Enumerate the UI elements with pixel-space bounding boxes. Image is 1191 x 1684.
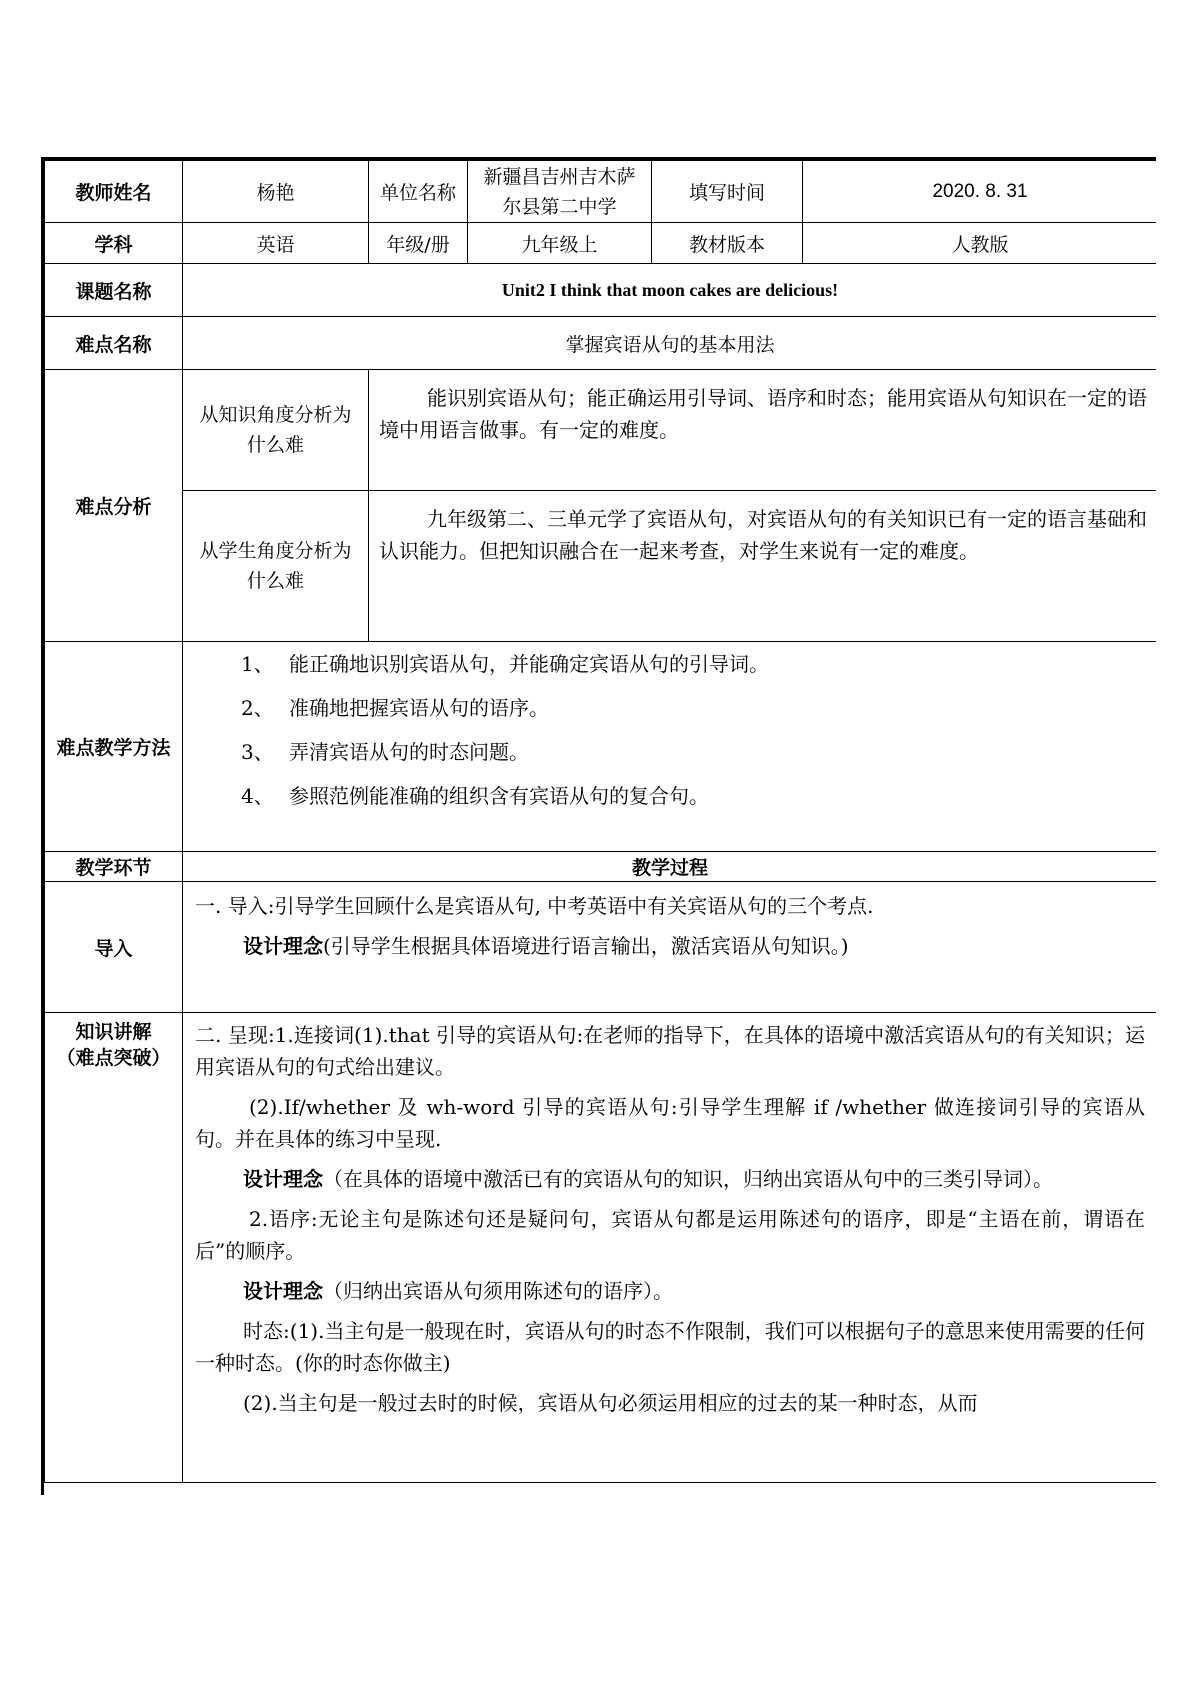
intro-content (183, 882, 1157, 1013)
intro-design-text: (引导学生根据具体语境进行语言输出，激活宾语从句知识。) (323, 934, 849, 958)
method-item: 3、 弄清宾语从句的时态问题。 (241, 740, 529, 764)
knowledge-design-text-1: （在具体的语境中激活已有的宾语从句的知识，归纳出宾语从句中的三类引导词）。 (323, 1167, 1053, 1191)
intro-line: 一. 导入:引导学生回顾什么是宾语从句, 中考英语中有关宾语从句的三个考点. (195, 894, 874, 918)
method-list (183, 642, 1157, 852)
knowledge-label-line-1: 知识讲解 (75, 1021, 152, 1043)
analysis-knowledge-row (45, 370, 1157, 491)
info-row-2 (45, 223, 1157, 264)
difficulty-label: 难点名称 (45, 317, 183, 370)
analysis-label: 难点分析 (45, 370, 183, 642)
knowledge-angle-label (183, 370, 369, 491)
knowledge-row (45, 1013, 1157, 1483)
student-angle-label-line-2: 什么难 (246, 570, 304, 592)
topic-label: 课题名称 (45, 264, 183, 317)
method-label: 难点教学方法 (45, 642, 183, 852)
method-item: 2、 准确地把握宾语从句的语序。 (241, 696, 549, 720)
knowledge-design-text-2: （归纳出宾语从句须用陈述句的语序）。 (323, 1279, 673, 1303)
lesson-plan-table-frame (41, 157, 1156, 1495)
intro-design-label: 设计理念 (243, 934, 323, 958)
teacher-label: 教师姓名 (45, 161, 183, 223)
time-label: 填写时间 (652, 161, 803, 223)
teacher-value: 杨艳 (183, 161, 369, 223)
student-angle-label (183, 491, 369, 642)
grade-value: 九年级上 (468, 223, 652, 264)
knowledge-p7: (2).当主句是一般过去时的时候，宾语从句必须运用相应的过去的某一种时态，从而 (243, 1391, 978, 1415)
topic-row (45, 264, 1157, 317)
knowledge-p4: 2.语序:无论主句是陈述句还是疑问句，宾语从句都是运用陈述句的语序，即是“主语在前，谓语在后”的顺序。 (195, 1207, 1145, 1263)
method-item: 1、 能正确地识别宾语从句，并能确定宾语从句的引导词。 (241, 652, 769, 676)
knowledge-content (183, 1013, 1157, 1483)
knowledge-p2: (2).If/whether 及 wh-word 引导的宾语从句:引导学生理解 if /whether 做连接词引导的宾语从句。并在具体的练习中呈现. (195, 1095, 1145, 1151)
student-angle-label-line-1: 从学生角度分析为 (199, 540, 352, 562)
knowledge-label (45, 1013, 183, 1483)
difficulty-row (45, 317, 1157, 370)
knowledge-angle-text: 能识别宾语从句；能正确运用引导词、语序和时态；能用宾语从句知识在一定的语境中用语言做事。有一定的难度。 (379, 386, 1147, 442)
intro-label: 导入 (45, 882, 183, 1013)
knowledge-p1: 二. 呈现:1.连接词(1).that 引导的宾语从句:在老师的指导下，在具体的语境中激活宾语从句的有关知识；运用宾语从句的句式给出建议。 (195, 1023, 1145, 1079)
edition-value: 人教版 (803, 223, 1157, 264)
info-row-1 (45, 161, 1157, 223)
knowledge-angle-label-line-1: 从知识角度分析为 (199, 404, 352, 426)
unit-value-line-2: 尔县第二中学 (502, 195, 617, 218)
unit-value (468, 161, 652, 223)
method-item: 4、 参照范例能准确的组织含有宾语从句的复合句。 (241, 784, 709, 808)
topic-value: Unit2 I think that moon cakes are delicious! (183, 264, 1157, 317)
lesson-plan-table (44, 160, 1156, 1483)
intro-row (45, 882, 1157, 1013)
process-header: 教学过程 (183, 852, 1157, 882)
student-angle-cell (369, 491, 1157, 642)
grade-label: 年级/册 (369, 223, 468, 264)
stage-header: 教学环节 (45, 852, 183, 882)
time-value: 2020. 8. 31 (803, 161, 1157, 223)
process-header-row (45, 852, 1157, 882)
knowledge-label-line-2: （难点突破） (56, 1047, 171, 1069)
unit-label: 单位名称 (369, 161, 468, 223)
knowledge-angle-cell (369, 370, 1157, 491)
unit-value-line-1: 新疆昌吉州吉木萨 (483, 165, 636, 188)
subject-value: 英语 (183, 223, 369, 264)
knowledge-p6: 时态:(1).当主句是一般现在时，宾语从句的时态不作限制，我们可以根据句子的意思来使用需要的任何一种时态。(你的时态你做主) (195, 1319, 1145, 1375)
knowledge-design-label-2: 设计理念 (243, 1279, 323, 1303)
subject-label: 学科 (45, 223, 183, 264)
analysis-student-row (45, 491, 1157, 642)
difficulty-value: 掌握宾语从句的基本用法 (183, 317, 1157, 370)
knowledge-angle-label-line-2: 什么难 (246, 434, 304, 456)
knowledge-design-label-1: 设计理念 (243, 1167, 323, 1191)
method-row (45, 642, 1157, 852)
edition-label: 教材版本 (652, 223, 803, 264)
student-angle-text: 九年级第二、三单元学了宾语从句，对宾语从句的有关知识已有一定的语言基础和认识能力。但把知识融合在一起来考查，对学生来说有一定的难度。 (379, 507, 1147, 563)
